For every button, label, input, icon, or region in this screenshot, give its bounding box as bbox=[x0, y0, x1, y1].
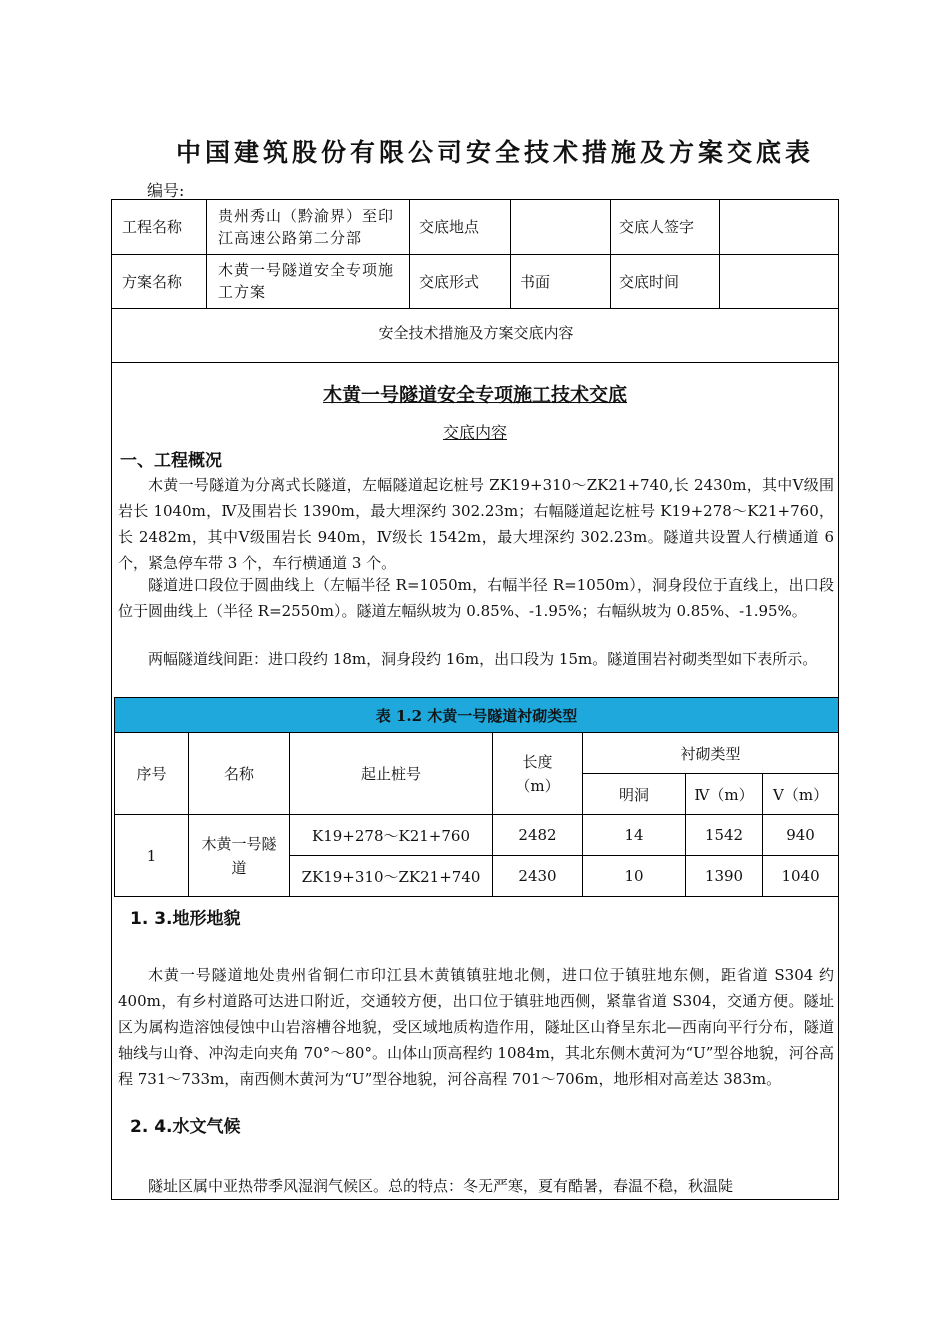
project-name-label: 工程名称 bbox=[122, 218, 183, 236]
table-cell-grade-iv: 1390 bbox=[686, 856, 763, 897]
col-header-name: 名称 bbox=[189, 733, 290, 815]
table-cell-open-cut: 14 bbox=[583, 815, 686, 856]
row-divider bbox=[112, 254, 839, 255]
plan-name-label: 方案名称 bbox=[122, 273, 183, 291]
col-divider bbox=[510, 200, 511, 308]
col-header-no: 序号 bbox=[115, 733, 189, 815]
table-cell-grade-iv: 1542 bbox=[686, 815, 763, 856]
table-cell-open-cut: 10 bbox=[583, 856, 686, 897]
col-divider bbox=[409, 200, 410, 308]
document-number-label: 编号: bbox=[147, 181, 185, 200]
paragraph-terrain: 木黄一号隧道地处贵州省铜仁市印江县木黄镇镇驻地北侧，进口位于镇驻地东侧，距省道 S304 约 400m，有乡村道路可达进口附近，交通较方便，出口位于镇驻地西侧，紧靠省道 S304，交通方便。隧址区为属构造溶蚀侵蚀中山岩溶槽谷地貌，受区域地质构造作用，隧址区山脊呈东北—西南向平行分布，隧道轴线与山脊、冲沟走向夹角 70°～80°。山体山顶高程约 1084m，其北东侧木黄河为“U”型谷地貌，河谷高程 731～733m，南西侧木黄河为“U”型谷地貌，河谷高程 701～706m，地形相对高差达 383m。 bbox=[118, 966, 834, 1088]
time-label: 交底时间 bbox=[619, 273, 680, 291]
heading-hydrology: 2. 4.水文气候 bbox=[130, 1117, 241, 1137]
section-label: 安全技术措施及方案交底内容 bbox=[378, 324, 574, 342]
row-divider bbox=[112, 362, 839, 363]
table-cell-grade-v: 940 bbox=[763, 815, 839, 856]
table-caption: 表 1.2 木黄一号隧道衬砌类型 bbox=[115, 698, 839, 733]
disclosure-form bbox=[111, 199, 839, 1200]
table-cell-grade-v: 1040 bbox=[763, 856, 839, 897]
signer-label: 交底人签字 bbox=[619, 218, 695, 236]
table-cell-length: 2482 bbox=[493, 815, 583, 856]
table-cell-station: ZK19+310～ZK21+740 bbox=[290, 856, 493, 897]
paragraph-climate: 隧址区属中亚热带季风湿润气候区。总的特点：冬无严寒，夏有酷暑，春温不稳，秋温陡 bbox=[148, 1177, 734, 1195]
plan-name-value: 木黄一号隧道安全专项施工方案 bbox=[218, 261, 395, 301]
document-subtitle: 交底内容 bbox=[442, 423, 507, 442]
form-label: 交底形式 bbox=[419, 273, 480, 291]
row-divider bbox=[112, 308, 839, 309]
col-header-length: 长度（m） bbox=[493, 733, 583, 815]
col-header-lining: 衬砌类型 bbox=[583, 733, 839, 774]
heading-terrain: 1. 3.地形地貌 bbox=[130, 909, 241, 929]
table-cell-length: 2430 bbox=[493, 856, 583, 897]
project-name-value: 贵州秀山（黔渝界）至印江高速公路第二分部 bbox=[218, 207, 395, 247]
col-header-station: 起止桩号 bbox=[290, 733, 493, 815]
paragraph-spacing: 两幅隧道线间距：进口段约 18m，洞身段约 16m，出口段为 15m。隧道围岩衬砌类型如下表所示。 bbox=[148, 650, 818, 668]
paragraph-curve: 隧道进口段位于圆曲线上（左幅半径 R=1050m，右幅半径 R=1050m），洞身段位于直线上，出口段位于圆曲线上（半径 R=2550m）。隧道左幅纵坡为 0.85%、-1.95%；右幅纵坡为 0.85%、-1.95%。 bbox=[118, 576, 834, 620]
lining-type-table bbox=[114, 697, 839, 897]
col-divider bbox=[610, 200, 611, 308]
col-divider bbox=[719, 200, 720, 308]
col-header-grade-iv: Ⅳ（m） bbox=[686, 774, 763, 815]
page-title: 中国建筑股份有限公司安全技术措施及方案交底表 bbox=[175, 138, 814, 167]
heading-project-overview: 一、工程概况 bbox=[120, 451, 222, 471]
table-cell-name: 木黄一号隧道 bbox=[189, 815, 290, 897]
location-label: 交底地点 bbox=[419, 218, 480, 236]
col-header-grade-v: Ⅴ（m） bbox=[763, 774, 839, 815]
paragraph-overview: 木黄一号隧道为分离式长隧道，左幅隧道起讫桩号 ZK19+310～ZK21+740,长 2430m，其中Ⅴ级围岩长 1040m，Ⅳ及围岩长 1390m，最大埋深约 302.23m；右幅隧道起讫桩号 K19+278～K21+760，长 2482m，其中Ⅴ级围岩长 940m，Ⅳ级长 1542m，最大埋深约 302.23m。隧道共设置人行横通道 6 个，紧急停车带 3 个，车行横通道 3 个。 bbox=[118, 476, 834, 572]
table-cell-station: K19+278～K21+760 bbox=[290, 815, 493, 856]
form-value: 书面 bbox=[520, 273, 551, 291]
col-divider bbox=[206, 200, 207, 308]
table-cell-no: 1 bbox=[115, 815, 189, 897]
col-header-open-cut: 明洞 bbox=[583, 774, 686, 815]
document-title: 木黄一号隧道安全专项施工技术交底 bbox=[322, 384, 627, 406]
